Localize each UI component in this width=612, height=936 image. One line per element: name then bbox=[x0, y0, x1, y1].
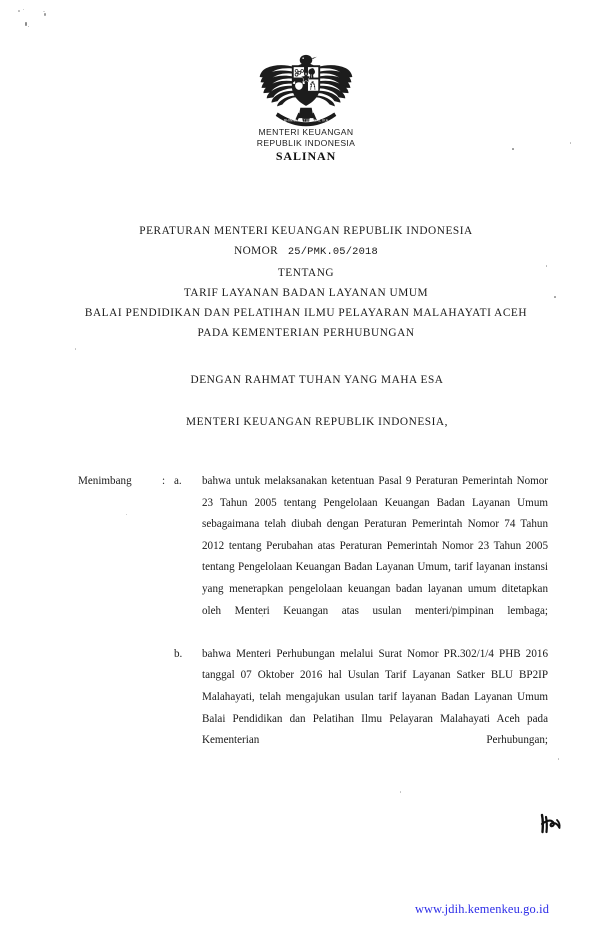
subject-line-3: PADA KEMENTERIAN PERHUBUNGAN bbox=[197, 327, 415, 340]
considerations-label: Menimbang bbox=[78, 475, 132, 487]
subject-line-1: TARIF LAYANAN BADAN LAYANAN UMUM bbox=[183, 286, 429, 299]
scan-speck bbox=[25, 22, 27, 26]
garuda-pancasila-emblem bbox=[258, 52, 354, 130]
ministry-line-1: MENTERI KEUANGAN bbox=[258, 127, 354, 137]
regulation-number-line bbox=[0, 241, 612, 262]
nomor-label: NOMOR bbox=[234, 245, 279, 258]
scan-speck bbox=[43, 11, 45, 12]
ministry-line-2: REPUBLIK INDONESIA bbox=[256, 138, 356, 148]
considerations-colon: : bbox=[162, 475, 166, 487]
scan-speck bbox=[44, 13, 46, 16]
ministry-header bbox=[0, 127, 612, 149]
nomor-value: 25/PMK.05/2018 bbox=[287, 246, 378, 259]
considerations-block bbox=[78, 471, 548, 773]
item-marker-a: a. bbox=[174, 475, 182, 487]
item-marker-b: b. bbox=[174, 647, 183, 660]
title-block bbox=[0, 221, 612, 344]
regulation-title: PERATURAN MENTERI KEUANGAN REPUBLIK INDONESIA bbox=[139, 225, 473, 237]
scan-speck bbox=[75, 348, 76, 350]
item-text-a: bahwa untuk melaksanakan ketentuan Pasal 9 Peraturan Pemerintah Nomor 23 Tahun 2005 tentang Pengelolaan Keuangan Badan Layanan Umum sebagaimana telah diubah dengan Peraturan Pemerintah Nomor 74 Tahun 2012 tentang Perubahan atas Peraturan Pemerintah Nomor 23 Tahun 2005 tentang Pengelolaan Keuangan Badan Layanan Umum, tarif layanan instansi yang menerapkan pengelolaan keuangan badan layanan umum ditetapkan oleh Menteri Keuangan atas usulan menteri/pimpinan lembaga; bbox=[202, 475, 548, 617]
scan-speck bbox=[400, 791, 401, 793]
scan-speck bbox=[18, 10, 20, 12]
copy-stamp: SALINAN bbox=[275, 149, 337, 163]
blessing-line: DENGAN RAHMAT TUHAN YANG MAHA ESA bbox=[190, 374, 444, 386]
authority-line: MENTERI KEUANGAN REPUBLIK INDONESIA, bbox=[185, 416, 449, 428]
scan-speck bbox=[28, 26, 29, 27]
consideration-item-a bbox=[78, 471, 548, 644]
emblem-container bbox=[0, 52, 612, 135]
svg-text:BHINNEKA TUNGGAL IKA: BHINNEKA TUNGGAL IKA bbox=[283, 118, 329, 123]
scan-speck bbox=[23, 9, 24, 10]
tentang-label: TENTANG bbox=[277, 266, 335, 279]
scan-speck bbox=[558, 758, 559, 760]
footer-url[interactable]: www.jdih.kemenkeu.go.id bbox=[414, 902, 550, 916]
preamble-block bbox=[0, 370, 612, 432]
handwritten-initial-mark bbox=[538, 811, 564, 837]
item-text-b: bahwa Menteri Perhubungan melalui Surat Nomor PR.302/1/4 PHB 2016 tanggal 07 Oktober 2016 hal Usulan Tarif Layanan Satker BLU BP2IP Malahayati, telah mengajukan usulan tarif layanan Badan Layanan Umum Balai Pendidikan dan Pelatihan Ilmu Pelayaran Malahayati Aceh pada Kementerian Perhubungan; bbox=[202, 647, 548, 747]
subject-line-2: BALAI PENDIDIKAN DAN PELATIHAN ILMU PELAYARAN MALAHAYATI ACEH bbox=[84, 307, 528, 320]
consideration-item-b bbox=[78, 644, 548, 774]
